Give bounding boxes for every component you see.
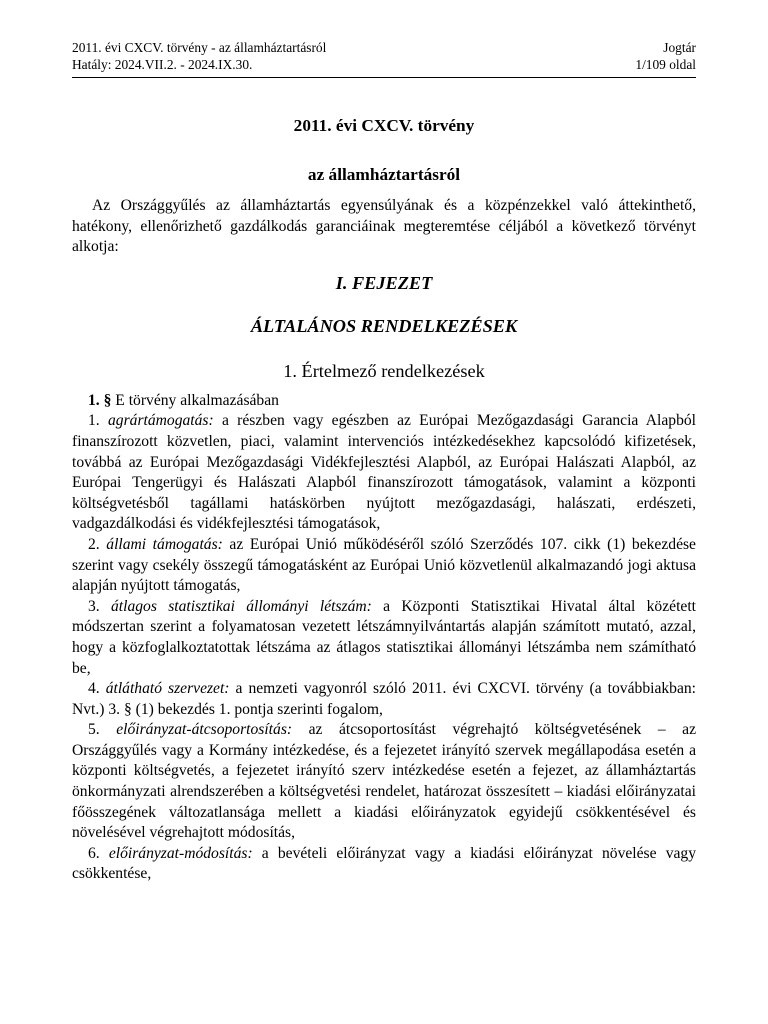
item-number: 4. — [88, 680, 106, 698]
header-right — [635, 40, 696, 73]
paragraph-intro — [72, 391, 696, 412]
item-term: előirányzat-átcsoportosítás: — [116, 721, 293, 739]
header-page-info: 1/109 oldal — [635, 56, 696, 72]
item-term: agrártámogatás: — [107, 412, 214, 430]
section-title: 1. Értelmező rendelkezések — [283, 360, 485, 381]
item-term: átlátható szervezet: — [105, 680, 230, 698]
definition-item — [72, 411, 696, 535]
item-number: 1. — [88, 412, 108, 430]
header-publisher: Jogtár — [663, 40, 696, 55]
document-page — [72, 40, 696, 885]
definition-item — [72, 535, 696, 597]
item-text: az Európai Unió működéséről szóló Szerződés 107. cikk (1) bekezdése szerint vagy csekély összegű támogatásként az Európai Unió közvetlenül alkalmazandó jogi aktusa alapján nyújtott támogatás, — [72, 535, 696, 595]
item-text: a részben vagy egészben az Európai Mezőgazdasági Garancia Alapból finanszírozott közvetlen, piaci, valamint intervenciós intézkedésekhez kapcsolódó kifizetések, továbbá az Európai Mezőgazdasági Vidékfejlesztési Alapból, az Európai Halászati Alapból, az Európai Tengerügyi és Halászati Alapból finanszírozott támogatások, valamint a központi költségvetésből tagállami hatáskörben nyújtott mezőgazdasági, halászati, erdészeti, vadgazdálkodási és vidékfejlesztési támogatások, — [72, 412, 697, 533]
item-text: a bevételi előirányzat vagy a kiadási előirányzat növelése vagy csökkentése, — [72, 844, 696, 883]
item-number: 5. — [88, 721, 117, 739]
document-subtitle: az államháztartásról — [307, 165, 461, 184]
item-text: a Központi Statisztikai Hivatal által közétett módszertan szerint a folyamatosan vezetett létszámnyilvántartás alapján számított mutató, azzal, hogy a közfoglalkoztatottak létszáma az átlagos statisztikai állományi létszámba nem számítható be, — [72, 597, 696, 677]
item-number: 3. — [88, 597, 111, 615]
chapter-title: ÁLTALÁNOS RENDELKEZÉSEK — [250, 315, 518, 336]
page-header — [72, 40, 696, 73]
item-term: átlagos statisztikai állományi létszám: — [111, 597, 372, 615]
item-text: az átcsoportosítást végrehajtó költségvetésének – az Országgyűlés vagy a Kormány intézkedése, és a fejezetet irányító szervek megállapodása esetén a központi költségvetés, a fejezetet irányító szerv intézkedése esetén a fejezet, az államháztartás önkormányzati alrendszerében a költségvetési rendelet, határozat összesített – kiadási előirányzatai főösszegének változatlansága mellett a kiadási előirányzatok egyidejű csökkentésével és növelésével végrehajtott módosítás, — [72, 721, 697, 842]
item-term: előirányzat-módosítás: — [108, 844, 253, 862]
definition-item — [72, 844, 696, 885]
chapter-heading: I. FEJEZET — [335, 272, 433, 293]
item-text: a nemzeti vagyonról szóló 2011. évi CXCVI. törvény (a továbbiakban: Nvt.) 3. § (1) bekezdés 1. pontja szerinti fogalom, — [72, 680, 697, 718]
header-law-title: 2011. évi CXCV. törvény - az államháztartásról — [72, 40, 327, 55]
paragraph-marker: 1. § — [88, 391, 112, 409]
preamble: Az Országgyűlés az államháztartás egyensúlyának és a közpénzekkel való áttekinthető, hatékony, ellenőrizhető gazdálkodás garanciáinak megteremtése céljából a következő törvényt alkotja: — [72, 197, 696, 256]
definition-item — [72, 720, 696, 844]
definition-item — [72, 597, 696, 679]
paragraph-intro-text: E törvény alkalmazásában — [111, 391, 279, 409]
document-title: 2011. évi CXCV. törvény — [293, 116, 475, 135]
item-term: állami támogatás: — [106, 535, 223, 553]
header-divider — [72, 77, 696, 78]
header-effective-dates: Hatály: 2024.VII.2. - 2024.IX.30. — [72, 56, 253, 72]
header-left — [72, 40, 326, 73]
definition-item — [72, 679, 696, 720]
item-number: 2. — [88, 535, 107, 553]
item-number: 6. — [88, 844, 109, 862]
